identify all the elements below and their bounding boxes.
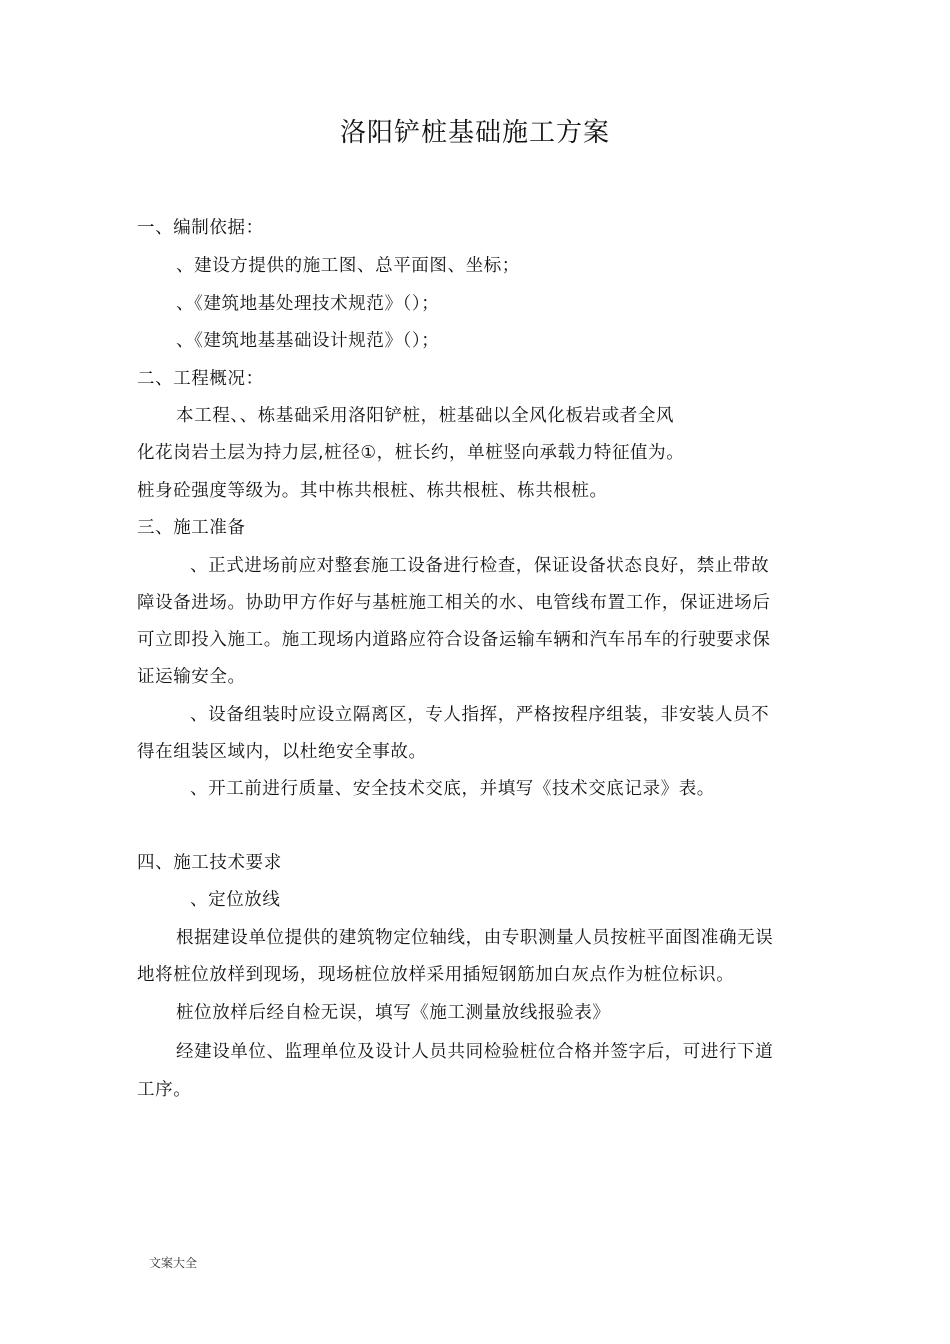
prep-para2-line-1: 、设备组装时应设立隔离区，专人指挥，严格按程序组装，非安装人员不: [190, 705, 770, 725]
prep-para3-line-1: 、开工前进行质量、安全技术交底，并填写《技术交底记录》表。: [190, 779, 715, 799]
section-heading-4: 四、施工技术要求: [137, 853, 282, 873]
basis-item-1: 、建设方提供的施工图、总平面图、坐标；: [176, 256, 520, 276]
basis-item-3: 、《建筑地基基础设计规范》（）；: [176, 331, 440, 351]
basis-item-2: 、《建筑地基处理技术规范》（）；: [176, 294, 440, 314]
overview-line-3: 桩身砼强度等级为。其中栋共根桩、栋共根桩、栋共根桩。: [137, 481, 608, 501]
footer-text: 文案大全: [149, 1256, 198, 1270]
overview-line-2: 化花岗岩土层为持力层,桩径①，桩长约，单桩竖向承载力特征值为。: [137, 443, 685, 463]
tech-para2-line-1: 桩位放样后经自检无误，填写《施工测量放线报验表》: [176, 1003, 611, 1023]
tech-para3-line-2: 工序。: [137, 1080, 192, 1100]
tech-para3-line-1: 经建设单位、监理单位及设计人员共同检验桩位合格并签字后，可进行下道: [176, 1042, 774, 1062]
overview-line-1: 本工程、、栋基础采用洛阳铲桩，桩基础以全风化板岩或者全风: [176, 406, 675, 426]
subsection-heading: 、定位放线: [190, 890, 281, 910]
section-heading-1: 一、编制依据：: [137, 218, 264, 238]
section-heading-3: 三、施工准备: [137, 518, 246, 538]
document-title: 洛阳铲桩基础施工方案: [339, 118, 610, 148]
tech-para1-line-2: 地将桩位放样到现场，现场桩位放样采用插短钢筋加白灰点作为桩位标识。: [137, 965, 735, 985]
section-heading-2: 二、工程概况：: [137, 369, 264, 389]
prep-para1-line-4: 证运输安全。: [137, 667, 246, 687]
prep-para2-line-2: 得在组装区域内，以杜绝安全事故。: [137, 742, 427, 762]
prep-para1-line-3: 可立即投入施工。施工现场内道路应符合设备运输车辆和汽车吊车的行驶要求保: [137, 630, 771, 650]
prep-para1-line-2: 障设备进场。协助甲方作好与基桩施工相关的水、电管线布置工作，保证进场后: [137, 593, 771, 613]
prep-para1-line-1: 、正式进场前应对整套施工设备进行检查，保证设备状态良好，禁止带故: [190, 556, 770, 576]
tech-para1-line-1: 根据建设单位提供的建筑物定位轴线，由专职测量人员按桩平面图准确无误: [176, 928, 774, 948]
